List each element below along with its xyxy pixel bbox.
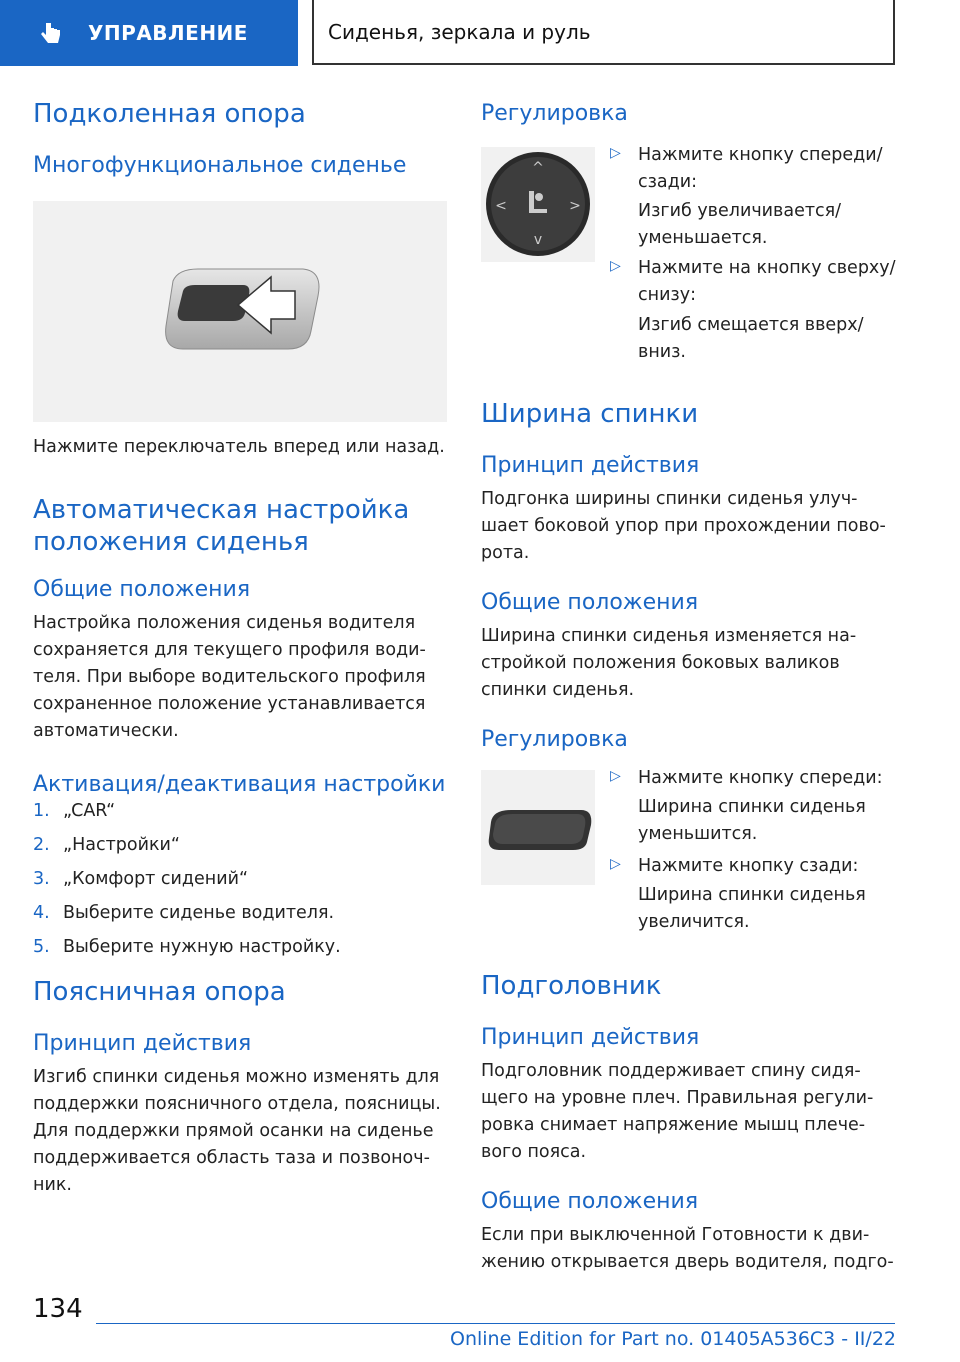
- width-principle-title: Принцип действия: [481, 453, 700, 478]
- knee-support-section: [33, 98, 453, 180]
- lumbar-result-2: [638, 312, 908, 366]
- svg-text:<: <: [495, 198, 507, 214]
- svg-text:>: >: [569, 198, 581, 214]
- auto-seat-section: [33, 494, 453, 799]
- step-triangle-icon: ▷: [610, 258, 621, 274]
- result-line: вниз.: [638, 342, 686, 362]
- result-line: Изгиб смещается вверх/: [638, 315, 864, 335]
- width-result-2: [638, 882, 908, 936]
- page-number: 134: [33, 1294, 83, 1324]
- width-general-line-1: Ширина спинки сиденья изменяется на-: [481, 626, 857, 646]
- adjust-title: Регулировка: [481, 101, 628, 126]
- step-item: [33, 798, 453, 832]
- seat-switch-illustration: [33, 201, 447, 422]
- step-text: Выберите нужную настройку.: [63, 937, 341, 957]
- result-line: уменьшается.: [638, 228, 768, 248]
- step-number: 5.: [33, 937, 50, 957]
- step-number: 2.: [33, 835, 50, 855]
- auto-title-line-2: положения сиденья: [33, 527, 309, 557]
- width-line-2: шает боковой упор при прохождении пово-: [481, 516, 886, 536]
- four-way-button-illustration: [481, 147, 595, 262]
- chapter-tab[interactable]: [0, 0, 298, 66]
- step-number: 3.: [33, 869, 50, 889]
- knee-title: Подколенная опора: [33, 99, 306, 129]
- step-triangle-icon: ▷: [610, 145, 621, 161]
- step-text: „Комфорт сидений“: [63, 869, 249, 889]
- general-line-2: сохраняется для текущего профиля води-: [33, 640, 426, 660]
- section-title: Сиденья, зеркала и руль: [312, 0, 895, 65]
- step-line: Нажмите на кнопку сверху/: [638, 258, 896, 278]
- lumbar-result-1: [638, 198, 908, 252]
- lumbar-line-5: ник.: [33, 1175, 72, 1195]
- lumbar-line-1: Изгиб спинки сиденья можно изменять для: [33, 1067, 440, 1087]
- step-item: [33, 900, 453, 934]
- width-step-2: [610, 853, 910, 880]
- headrest-general-line-1: Если при выключенной Готовности к дви-: [481, 1225, 870, 1245]
- width-step-1: [610, 765, 910, 792]
- lumbar-step-2: [610, 255, 910, 309]
- width-line-1: Подгонка ширины спинки сиденья улуч-: [481, 489, 858, 509]
- activation-steps: [33, 798, 453, 968]
- knee-subtitle: Многофункциональное сиденье: [33, 153, 407, 178]
- width-line-3: рота.: [481, 543, 530, 563]
- footer-edition: Online Edition for Part no. 01405A536C3 - II/22: [449, 1328, 896, 1350]
- step-triangle-icon: ▷: [610, 768, 621, 784]
- general-title: Общие положения: [33, 577, 251, 602]
- width-button-image: [481, 770, 595, 885]
- headrest-line-1: Подголовник поддерживает спину сидя-: [481, 1061, 861, 1081]
- width-general-line-3: спинки сиденья.: [481, 680, 635, 700]
- general-line-5: автоматически.: [33, 721, 179, 741]
- lumbar-section: [33, 976, 453, 1199]
- step-line: Нажмите кнопку спереди:: [638, 768, 883, 788]
- backrest-width-section: [481, 398, 901, 754]
- step-item: [33, 934, 453, 968]
- step-item: [33, 832, 453, 866]
- svg-text:^: ^: [532, 160, 544, 176]
- headrest-title: Подголовник: [481, 971, 662, 1001]
- width-title: Ширина спинки: [481, 399, 699, 429]
- width-general-title: Общие положения: [481, 590, 699, 615]
- lumbar-line-2: поддержки поясничного отдела, поясницы.: [33, 1094, 441, 1114]
- auto-title-line-1: Автоматическая настройка: [33, 495, 410, 525]
- width-general-line-2: стройкой положения боковых валиков: [481, 653, 840, 673]
- hand-pointer-icon: [38, 20, 64, 46]
- result-line: уменьшится.: [638, 824, 758, 844]
- knee-switch-image: [33, 201, 447, 422]
- general-line-1: Настройка положения сиденья водителя: [33, 613, 416, 633]
- width-result-1: [638, 794, 908, 848]
- svg-text:v: v: [533, 232, 543, 248]
- lumbar-line-4: поддерживается область таза и позвоноч-: [33, 1148, 430, 1168]
- knee-instruction: Нажмите переключатель вперед или назад.: [33, 437, 445, 457]
- lumbar-line-3: Для поддержки прямой осанки на сиденье: [33, 1121, 434, 1141]
- step-line: сзади:: [638, 172, 698, 192]
- result-line: Изгиб увеличивается/: [638, 201, 842, 221]
- lumbar-title: Поясничная опора: [33, 977, 286, 1007]
- principle-title: Принцип действия: [33, 1031, 252, 1056]
- lumbar-button-image: [481, 147, 595, 262]
- headrest-section: [481, 970, 901, 1276]
- width-button-illustration: [481, 770, 595, 885]
- headrest-general-line-2: жению открывается дверь водителя, подго-: [481, 1252, 894, 1272]
- adjust2-title: Регулировка: [481, 727, 628, 752]
- step-item: [33, 866, 453, 900]
- headrest-line-2: щего на уровне плеч. Правильная регули-: [481, 1088, 874, 1108]
- step-text: „CAR“: [63, 801, 116, 821]
- headrest-principle-title: Принцип действия: [481, 1025, 700, 1050]
- step-number: 4.: [33, 903, 50, 923]
- step-line: снизу:: [638, 285, 696, 305]
- headrest-general-title: Общие положения: [481, 1189, 699, 1214]
- step-text: „Настройки“: [63, 835, 180, 855]
- footer-divider: [96, 1323, 895, 1324]
- headrest-line-3: ровка снимает напряжение мышц плече-: [481, 1115, 866, 1135]
- lumbar-step-1: [610, 142, 910, 196]
- step-number: 1.: [33, 801, 50, 821]
- step-text: Выберите сиденье водителя.: [63, 903, 335, 923]
- activation-title: Активация/деактивация настройки: [33, 772, 446, 797]
- result-line: Ширина спинки сиденья: [638, 797, 866, 817]
- general-line-4: сохраненное положение устанавливается: [33, 694, 426, 714]
- step-triangle-icon: ▷: [610, 856, 621, 872]
- chapter-title: УПРАВЛЕНИЕ: [88, 21, 248, 45]
- result-line: увеличится.: [638, 912, 750, 932]
- result-line: Ширина спинки сиденья: [638, 885, 866, 905]
- step-line: Нажмите кнопку спереди/: [638, 145, 883, 165]
- step-line: Нажмите кнопку сзади:: [638, 856, 859, 876]
- headrest-line-4: вого пояса.: [481, 1142, 587, 1162]
- general-line-3: теля. При выборе водительского профиля: [33, 667, 426, 687]
